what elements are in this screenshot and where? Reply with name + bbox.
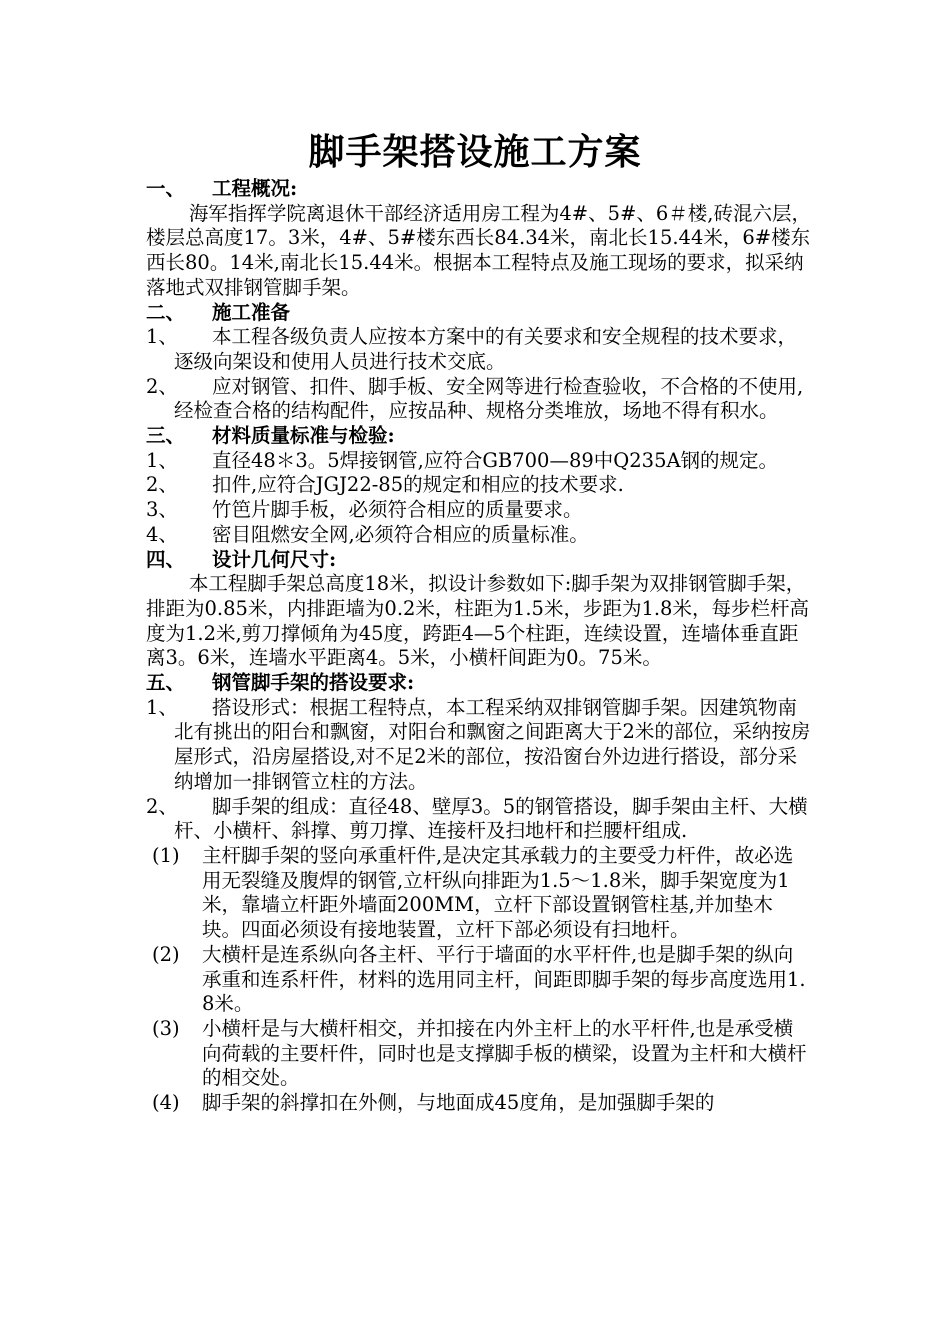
sub-item-number: (4) bbox=[152, 1091, 180, 1115]
item-number: 2、 bbox=[146, 794, 178, 818]
section-title: 施工准备 bbox=[212, 300, 291, 324]
sub-item-number: (3) bbox=[152, 1016, 180, 1040]
item-number: 3、 bbox=[146, 498, 178, 522]
list-item bbox=[146, 325, 811, 374]
section-heading bbox=[146, 424, 811, 449]
item-number: 4、 bbox=[146, 522, 178, 546]
section-title: 钢管脚手架的搭设要求: bbox=[212, 671, 415, 695]
section-title: 设计几何尺寸: bbox=[212, 547, 337, 571]
sub-item-text: 小横杆是与大横杆相交，并扣接在内外主杆上的水平杆件,也是承受横向荷载的主要杆件，同时也是支撑脚手板的横梁，设置为主杆和大横杆的相交处。 bbox=[202, 1016, 807, 1090]
item-text: 脚手架的组成：直径48、壁厚3。5的钢管搭设，脚手架由主杆、大横杆、小横杆、斜撑、剪刀撑、连接杆及扫地杆和拦腰杆组成. bbox=[174, 794, 808, 843]
item-number: 2、 bbox=[146, 374, 178, 398]
document-body bbox=[146, 177, 811, 1116]
sub-item bbox=[146, 844, 811, 943]
sub-item bbox=[146, 1017, 811, 1091]
section-paragraph: 本工程脚手架总高度18米，拟设计参数如下:脚手架为双排钢管脚手架，排距为0.85米，内排距墙为0.2米，柱距为1.5米，步距为1.8米，每步栏杆高度为1.2米,剪刀撑倾角为45度，跨距4—5个柱距，连续设置，连墙体垂直距离3。6米，连墙水平距离4。5米，小横杆间距为0。75米。 bbox=[146, 572, 809, 670]
list-item bbox=[146, 449, 811, 474]
item-number: 1、 bbox=[146, 695, 178, 719]
section-number: 四、 bbox=[146, 547, 186, 571]
item-number: 1、 bbox=[146, 448, 178, 472]
section-heading bbox=[146, 548, 811, 573]
item-text: 本工程各级负责人应按本方案中的有关要求和安全规程的技术要求，逐级向架设和使用人员进行技术交底。 bbox=[174, 325, 798, 373]
list-item bbox=[146, 498, 811, 523]
section-paragraph: 海军指挥学院离退休干部经济适用房工程为4#、5#、6＃楼,砖混六层，楼层总高度17。3米，4#、5#楼东西长84.34米，南北长15.44米，6#楼东西长80。14米,南北长15.44米。根据本工程特点及施工现场的要求，拟采纳落地式双排钢管脚手架。 bbox=[146, 201, 811, 299]
item-text: 直径48＊3。5焊接钢管,应符合GB700—89中Q235A钢的规定。 bbox=[212, 448, 779, 472]
item-text: 扣件,应符合JGJ22-85的规定和相应的技术要求. bbox=[212, 473, 624, 497]
section-number: 一、 bbox=[146, 177, 186, 200]
section-heading bbox=[146, 177, 811, 202]
list-item bbox=[146, 696, 811, 795]
list-item bbox=[146, 523, 811, 548]
item-text: 应对钢管、扣件、脚手板、安全网等进行检查验收，不合格的不使用,经检查合格的结构配件，应按品种、规格分类堆放，场地不得有积水。 bbox=[174, 374, 804, 423]
section-title: 工程概况: bbox=[212, 177, 298, 200]
section-number: 五、 bbox=[146, 671, 186, 695]
list-item bbox=[146, 375, 811, 424]
section-heading bbox=[146, 301, 811, 326]
sub-item-number: (1) bbox=[152, 843, 180, 867]
item-number: 2、 bbox=[146, 473, 178, 497]
sub-item-text: 主杆脚手架的竖向承重杆件,是决定其承载力的主要受力杆件，故必选用无裂缝及腹焊的钢管,立杆纵向排距为1.5～1.8米，脚手架宽度为1米，靠墙立杆距外墙面200MM，立杆下部设置钢管柱基,并加垫木块。四面必须设有接地装置，立杆下部必须设有扫地杆。 bbox=[202, 843, 794, 942]
sub-item bbox=[146, 943, 811, 1017]
sub-item-text: 脚手架的斜撑扣在外侧，与地面成45度角，是加强脚手架的 bbox=[202, 1091, 715, 1115]
sub-item bbox=[146, 1091, 811, 1116]
sub-item-text: 大横杆是连系纵向各主杆、平行于墙面的水平杆件,也是脚手架的纵向承重和连系杆件，材料的选用同主杆，间距即脚手架的每步高度选用1.8米。 bbox=[202, 942, 806, 1016]
list-item bbox=[146, 795, 811, 844]
item-number: 1、 bbox=[146, 325, 178, 349]
item-text: 搭设形式：根据工程特点，本工程采纳双排钢管脚手架。因建筑物南北有挑出的阳台和飘窗，对阳台和飘窗之间距离大于2米的部位，采纳按房屋形式，沿房屋搭设,对不足2米的部位，按沿窗台外边进行搭设，部分采纳增加一排钢管立柱的方法。 bbox=[174, 695, 811, 793]
document-title: 脚手架搭设施工方案 bbox=[308, 131, 642, 173]
section-number: 三、 bbox=[146, 424, 186, 448]
section-number: 二、 bbox=[146, 300, 186, 324]
section-heading bbox=[146, 671, 811, 696]
item-text: 竹笆片脚手板，必须符合相应的质量要求。 bbox=[212, 498, 583, 522]
item-text: 密目阻燃安全网,必须符合相应的质量标准。 bbox=[212, 522, 589, 546]
list-item bbox=[146, 473, 811, 498]
section-title: 材料质量标准与检验: bbox=[212, 424, 395, 448]
sub-item-number: (2) bbox=[152, 942, 180, 966]
